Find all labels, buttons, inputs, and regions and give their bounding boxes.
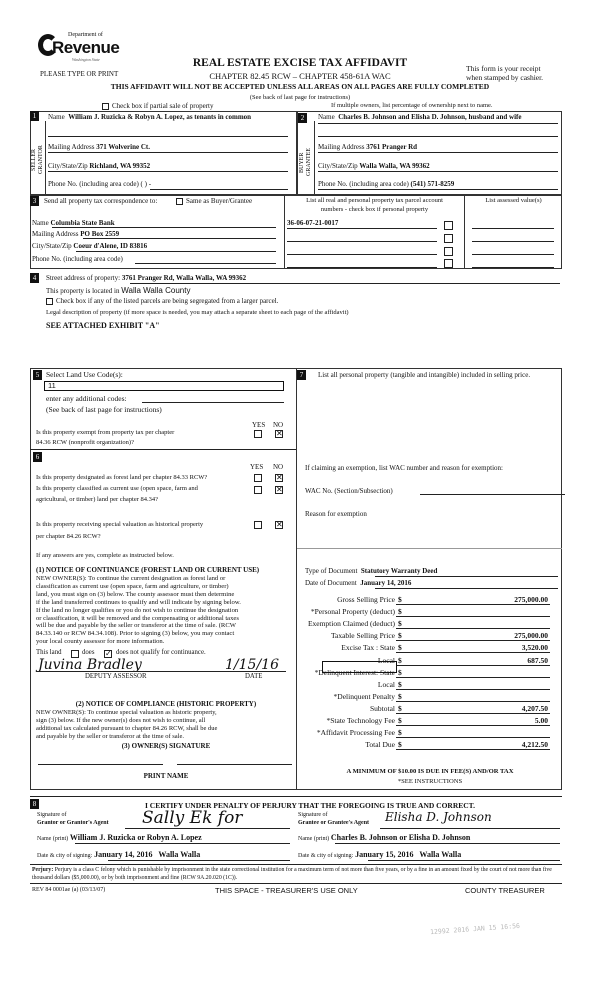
buyer-city-line bbox=[318, 171, 558, 172]
doc-date[interactable]: January 14, 2016 bbox=[360, 579, 412, 587]
city-label: City/State/Zip bbox=[48, 162, 88, 170]
yes-header: YES bbox=[252, 421, 266, 429]
doc-date-label: Date of Document bbox=[305, 579, 357, 587]
grantor-sig-label: Signature of bbox=[37, 812, 67, 818]
forest-question: Is this property designated as forest land per chapter 84.33 RCW? bbox=[36, 474, 208, 481]
bank-name-line bbox=[52, 227, 276, 228]
local-tax-code-input[interactable] bbox=[322, 661, 397, 673]
assessed-line-4 bbox=[472, 267, 554, 268]
continuance-prefix: This land bbox=[36, 649, 62, 656]
receipt-note-2: when stamped by cashier. bbox=[466, 73, 544, 82]
financial-label: Local bbox=[377, 655, 395, 665]
property-street-address[interactable]: 3761 Pranger Rd, Walla Walla, WA 99362 bbox=[121, 274, 247, 282]
buyer-name-line1 bbox=[318, 123, 558, 124]
buyer-label: BUYER bbox=[299, 152, 305, 173]
yes-header: YES bbox=[250, 463, 264, 471]
grantee-sig-line bbox=[380, 828, 560, 829]
multiple-owners-note: If multiple owners, list percentage of ownership next to name. bbox=[331, 102, 493, 109]
financial-underline bbox=[396, 652, 550, 653]
tax-recipient-name[interactable]: Columbia State Bank bbox=[50, 219, 115, 227]
bank-name-row bbox=[32, 219, 115, 227]
financial-underline bbox=[396, 689, 550, 690]
no-header: NO bbox=[273, 463, 284, 471]
section-5-6-divider bbox=[30, 449, 296, 450]
financial-underline bbox=[396, 713, 550, 714]
parcel-line-1 bbox=[287, 228, 437, 229]
currency-symbol: $ bbox=[398, 643, 402, 653]
if-yes-note: If any answers are yes, complete as instructed below. bbox=[36, 552, 174, 559]
financial-row bbox=[300, 728, 558, 738]
current-use-yes-checkbox[interactable] bbox=[254, 486, 262, 494]
grantee-name[interactable]: Charles B. Johnson or Elisha D. Johnson bbox=[330, 833, 471, 842]
financial-label: Total Due bbox=[365, 740, 395, 750]
same-as-buyer-checkbox[interactable] bbox=[176, 198, 183, 205]
name-label: Name bbox=[32, 219, 49, 227]
financial-underline bbox=[396, 640, 550, 641]
parcel-divider bbox=[284, 195, 285, 269]
wac-input-line[interactable] bbox=[420, 494, 565, 495]
personal-property-checkbox-4[interactable] bbox=[444, 259, 453, 268]
financial-underline bbox=[396, 749, 550, 750]
grantor-date-row bbox=[37, 850, 200, 859]
parcel-line-3 bbox=[287, 254, 437, 255]
section-5-number: 5 bbox=[33, 370, 42, 380]
exempt-question: Is this property exempt from property tax per chapter bbox=[36, 429, 175, 436]
grantee-date-line bbox=[368, 860, 560, 861]
financial-label: Exemption Claimed (deduct) bbox=[307, 619, 395, 629]
grantor-sig-label-2: Grantor or Grantor's Agent bbox=[37, 820, 109, 826]
financial-value[interactable]: 4,207.50 bbox=[521, 703, 548, 713]
currency-symbol: $ bbox=[398, 679, 402, 689]
doc-type-row bbox=[305, 567, 437, 575]
seller-mailing-row bbox=[48, 143, 150, 151]
continuance-does-not-checkbox[interactable]: ✓ bbox=[105, 649, 112, 658]
notice-line: your local county assessor for more information. bbox=[36, 638, 165, 646]
exempt-no-checkbox[interactable]: ✕ bbox=[276, 429, 283, 438]
seller-city[interactable]: Richland, WA 99352 bbox=[89, 162, 151, 170]
currency-symbol: $ bbox=[398, 595, 402, 604]
segregated-checkbox[interactable] bbox=[46, 298, 53, 305]
financial-row bbox=[300, 607, 558, 617]
section-7-divider bbox=[297, 548, 562, 549]
bank-city-row bbox=[32, 242, 147, 250]
deputy-assessor-label: DEPUTY ASSESSOR bbox=[85, 673, 147, 680]
section-4-number: 4 bbox=[30, 273, 39, 283]
financial-label: Gross Selling Price bbox=[337, 595, 395, 604]
financial-label: Local bbox=[377, 679, 395, 689]
notice-line: land, you must sign on (3) below. The county assessor must then determine bbox=[36, 590, 235, 598]
grantor-date-city[interactable]: January 14, 2016 Walla Walla bbox=[94, 850, 201, 859]
city-label: City/State/Zip bbox=[318, 162, 358, 170]
additional-codes-label: enter any additional codes: bbox=[46, 394, 127, 403]
exempt-question-2: 84.36 RCW (nonprofit organization)? bbox=[36, 439, 134, 446]
certify-statement: I CERTIFY UNDER PENALTY OF PERJURY THAT THE FOREGOING IS TRUE AND CORRECT. bbox=[144, 801, 475, 810]
bank-mailing-row bbox=[32, 230, 119, 238]
legal-description[interactable]: SEE ATTACHED EXHIBIT "A" bbox=[46, 321, 160, 330]
buyer-city-row bbox=[318, 162, 430, 170]
grantor-label: GRANTOR bbox=[38, 145, 44, 175]
financial-label: *Personal Property (deduct) bbox=[310, 607, 395, 617]
personal-property-checkbox-1[interactable] bbox=[444, 221, 453, 230]
current-use-question-2: agricultural, or timber) land per chapter 84.34? bbox=[36, 496, 159, 503]
bank-phone-line bbox=[135, 263, 276, 264]
perjury-note bbox=[32, 866, 560, 882]
minimum-note: A MINIMUM OF $10.00 IS DUE IN FEE(S) AND/OR TAX bbox=[346, 768, 514, 775]
grantor-date-line bbox=[108, 860, 290, 861]
seller-name-line2 bbox=[48, 136, 288, 137]
financial-value[interactable]: 275,000.00 bbox=[514, 631, 548, 641]
assessed-header: List assessed value(s) bbox=[485, 197, 542, 204]
financial-row bbox=[300, 643, 558, 653]
currency-symbol: $ bbox=[398, 740, 402, 750]
segregated-label: Check box if any of the listed parcels are being segregated from a larger parcel. bbox=[56, 297, 279, 305]
parcel-number-1[interactable]: 36-06-07-21-0017 bbox=[287, 219, 339, 227]
grantee-date-city[interactable]: January 15, 2016 Walla Walla bbox=[355, 850, 462, 859]
seller-city-line bbox=[48, 171, 288, 172]
does-label: does bbox=[82, 649, 95, 656]
section-6-number: 6 bbox=[33, 452, 42, 462]
owner-signature-title: (3) OWNER(S) SIGNATURE bbox=[121, 742, 211, 750]
grantee-sig-label: Signature of bbox=[298, 812, 328, 818]
bank-city-line bbox=[76, 251, 276, 252]
exempt-yes-checkbox[interactable] bbox=[254, 430, 262, 438]
perjury-top bbox=[30, 864, 562, 865]
property-county[interactable]: Walla Walla County bbox=[121, 286, 191, 295]
historic-yes-checkbox[interactable] bbox=[254, 521, 262, 529]
personal-property-checkbox-2[interactable] bbox=[444, 234, 453, 243]
seller-city-row bbox=[48, 162, 150, 170]
financial-underline bbox=[396, 701, 550, 702]
financial-row bbox=[300, 680, 558, 690]
warning-banner: THIS AFFIDAVIT WILL NOT BE ACCEPTED UNLESS ALL AREAS ON ALL PAGES ARE FULLY COMPLETED bbox=[110, 82, 490, 91]
partial-sale-checkbox[interactable] bbox=[102, 103, 109, 110]
seller-grantor-label bbox=[31, 138, 44, 182]
notice-continuance-body bbox=[36, 575, 296, 646]
personal-property-label: List all personal property (tangible and intangible) included in selling price. bbox=[318, 371, 531, 379]
agency-sub: Washington State bbox=[72, 57, 100, 62]
buyer-phone-line bbox=[318, 189, 558, 190]
financial-row bbox=[300, 740, 558, 750]
financial-label: *Delinquent Penalty bbox=[333, 691, 395, 701]
owner-sig-line-1[interactable] bbox=[38, 764, 163, 765]
buyer-phone[interactable]: (541) 571-8259 bbox=[410, 180, 455, 188]
mailing-label: Mailing Address bbox=[318, 143, 365, 151]
grantee-sig-label-2: Grantee or Grantee's Agent bbox=[298, 820, 370, 826]
historic-question-2: per chapter 84.26 RCW? bbox=[36, 533, 101, 540]
financial-value[interactable]: 4,212.50 bbox=[521, 740, 548, 750]
financial-underline bbox=[396, 665, 550, 666]
doc-date-row bbox=[305, 579, 411, 587]
parcel-line-4 bbox=[287, 267, 437, 268]
land-use-code: 11 bbox=[48, 381, 56, 390]
grantee-name-line bbox=[335, 843, 560, 844]
receipt-note: This form is your receipt bbox=[466, 64, 541, 73]
assessor-sig-line bbox=[36, 671, 286, 672]
currency-symbol: $ bbox=[398, 691, 402, 701]
currency-symbol: $ bbox=[398, 655, 402, 665]
personal-property-checkbox-3[interactable] bbox=[444, 247, 453, 256]
financial-underline bbox=[396, 725, 550, 726]
instructions-note: (See back of last page for instructions) bbox=[249, 94, 351, 101]
financial-label: Subtotal bbox=[369, 703, 395, 713]
grantee-signature: Elisha D. Johnson bbox=[385, 810, 492, 824]
notice-compliance-title: (2) NOTICE OF COMPLIANCE (HISTORIC PROPERTY) bbox=[75, 700, 257, 708]
same-as-buyer-label: Same as Buyer/Grantee bbox=[186, 197, 253, 205]
notice-line: additional tax calculated pursuant to chapter 84.26 RCW, shall be due bbox=[36, 724, 218, 732]
street-label: Street address of property: bbox=[46, 274, 121, 282]
perjury-text: Perjury is a class C felony which is punishable by imprisonment in the state correctional institution for a maximum term of not more than five years, or by a fine in an amount fixed by the court of not more than five thousand dollars ($5,000.00), or by both imprisonment and fine (RCW 9A.20.020 (1C)). bbox=[32, 867, 552, 881]
form-revision: REV 84 0001ae (a) (03/13/07) bbox=[32, 887, 106, 893]
financial-row bbox=[300, 619, 558, 629]
parcel-header-2: numbers - check box if personal property bbox=[320, 206, 429, 213]
mailing-label: Mailing Address bbox=[48, 143, 95, 151]
treasurer-use-label: THIS SPACE - TREASURER'S USE ONLY bbox=[215, 886, 358, 895]
grantee-date-row bbox=[298, 850, 461, 859]
currency-symbol: $ bbox=[398, 619, 402, 629]
tax-recipient-mailing[interactable]: PO Box 2559 bbox=[80, 230, 120, 238]
grantor-signature: Sally Ek for bbox=[142, 808, 243, 828]
notice-line: classification as current use (open space, farm and agriculture, or timber) bbox=[36, 582, 229, 590]
parcel-line-2 bbox=[287, 241, 437, 242]
form-chapter: CHAPTER 82.45 RCW – CHAPTER 458-61A WAC bbox=[209, 71, 391, 81]
name-label: Name bbox=[48, 113, 65, 121]
financial-label: *Affidavit Processing Fee bbox=[316, 728, 395, 738]
financial-label: Taxable Selling Price bbox=[330, 631, 395, 641]
grantee-label: GRANTEE bbox=[306, 148, 312, 177]
notice-compliance-body bbox=[36, 709, 296, 741]
seller-mailing[interactable]: 371 Wolverine Ct. bbox=[96, 143, 150, 151]
financial-row bbox=[300, 631, 558, 641]
seller-label: SELLER bbox=[31, 149, 37, 171]
date-city-label: Date & city of signing: bbox=[37, 853, 93, 859]
assessed-line-1 bbox=[472, 228, 554, 229]
legal-description-label: Legal description of property (if more space is needed, you may attach a separate sheet to each page of the affidavit) bbox=[46, 309, 349, 316]
see-back-note: (See back of last page for instructions) bbox=[46, 405, 162, 414]
name-label: Name bbox=[318, 113, 335, 121]
grantor-name-line bbox=[75, 843, 290, 844]
bank-phone-row bbox=[32, 255, 123, 263]
financial-underline bbox=[396, 604, 550, 605]
partial-sale-label: Check box if partial sale of property bbox=[112, 102, 214, 110]
notice-line: and payable by the seller or transferor at the time of sale. bbox=[36, 732, 184, 740]
notice-line: NEW OWNER(S): To continue the current designation as forest land or bbox=[36, 575, 226, 582]
assessor-signature-date: 1/15/16 bbox=[225, 657, 279, 673]
send-label: Send all property tax correspondence to: bbox=[44, 197, 158, 205]
grantee-name-row bbox=[298, 833, 470, 842]
street-row bbox=[46, 274, 246, 282]
buyer-mailing-row bbox=[318, 143, 417, 151]
currency-symbol: $ bbox=[398, 667, 402, 677]
form-title: REAL ESTATE EXCISE TAX AFFIDAVIT bbox=[192, 57, 408, 69]
wac-label: WAC No. (Section/Subsection) bbox=[305, 487, 393, 495]
forest-no-checkbox[interactable]: ✕ bbox=[276, 473, 283, 482]
agency-line: Department of bbox=[68, 32, 103, 38]
section-8-number: 8 bbox=[30, 799, 39, 809]
financial-label: Excise Tax : State bbox=[341, 643, 395, 653]
currency-symbol: $ bbox=[398, 703, 402, 713]
historic-no-checkbox[interactable]: ✕ bbox=[276, 520, 283, 529]
financial-row bbox=[300, 716, 558, 726]
seller-mailing-line bbox=[48, 152, 288, 153]
notice-line: if the land transferred continues to qualify and will indicate by signing below. bbox=[36, 598, 241, 606]
mailing-label: Mailing Address bbox=[32, 230, 79, 238]
revenue-logo bbox=[38, 32, 118, 62]
seller-side-divider bbox=[45, 121, 46, 195]
located-label: This property is located in bbox=[46, 287, 120, 295]
section-2-number: 2 bbox=[298, 113, 307, 123]
assessed-line-3 bbox=[472, 254, 554, 255]
financial-underline bbox=[396, 628, 550, 629]
currency-symbol: $ bbox=[398, 728, 402, 738]
section-3-number: 3 bbox=[30, 196, 39, 206]
seller-phone-row bbox=[48, 180, 151, 188]
buyer-grantee-label bbox=[299, 145, 312, 180]
does-not-label: does not qualify for continuance. bbox=[116, 649, 206, 656]
financial-label: *Delinquent Interest: State bbox=[314, 667, 395, 677]
land-use-label: Select Land Use Code(s): bbox=[46, 370, 123, 379]
buyer-side-divider bbox=[314, 121, 315, 195]
phone-label: Phone No. (including area code) bbox=[32, 255, 123, 263]
street-line bbox=[130, 283, 560, 284]
section-7-number: 7 bbox=[297, 370, 306, 380]
send-correspondence-row bbox=[44, 197, 157, 205]
financial-underline bbox=[396, 737, 550, 738]
perjury-label: Perjury: bbox=[32, 867, 54, 873]
grantor-sig-line bbox=[125, 828, 290, 829]
financial-row bbox=[300, 692, 558, 702]
current-use-question: Is this property classified as current use (open space, farm and bbox=[36, 485, 198, 492]
date-city-label: Date & city of signing: bbox=[298, 853, 354, 859]
please-type-note: PLEASE TYPE OR PRINT bbox=[40, 70, 119, 78]
financial-row bbox=[300, 595, 558, 605]
perjury-bottom bbox=[30, 883, 562, 884]
doc-type-label: Type of Document bbox=[305, 567, 358, 575]
buyer-mailing-line bbox=[318, 152, 558, 153]
doc-type[interactable]: Statutory Warranty Deed bbox=[360, 567, 438, 575]
financial-label: *State Technology Fee bbox=[326, 716, 395, 725]
forest-yes-checkbox[interactable] bbox=[254, 474, 262, 482]
section-1-number: 1 bbox=[30, 111, 39, 121]
notice-line: 84.33.140 or RCW 84.34.108). Prior to signing (3) below, you may contact bbox=[36, 630, 235, 638]
financial-value[interactable]: 275,000.00 bbox=[514, 595, 548, 604]
name-print-label: Name (print) bbox=[298, 836, 330, 842]
assessed-line-2 bbox=[472, 241, 554, 242]
seller-phone-line bbox=[150, 189, 288, 190]
reason-label: Reason for exemption bbox=[305, 510, 367, 518]
exemption-label: If claiming an exemption, list WAC number and reason for exemption: bbox=[305, 464, 503, 472]
buyer-city[interactable]: Walla Walla, WA 99362 bbox=[359, 162, 430, 170]
section-8-top bbox=[30, 796, 562, 797]
parcel-header: List all real and personal property tax parcel account bbox=[306, 197, 443, 204]
financial-value[interactable]: 687.50 bbox=[527, 655, 548, 665]
name-print-label: Name (print) bbox=[37, 836, 69, 842]
agency-logo-text: Revenue bbox=[52, 38, 120, 57]
seller-name[interactable]: William J. Ruzicka & Robyn A. Lopez, as tenants in common bbox=[68, 113, 252, 121]
treasurer-stamp: 12992 2016 JAN 15 16:56 bbox=[429, 921, 521, 937]
print-name-label: PRINT NAME bbox=[143, 772, 189, 780]
phone-label: Phone No. (including area code) bbox=[318, 180, 409, 188]
land-use-code-input[interactable] bbox=[44, 381, 284, 391]
see-instructions: *SEE INSTRUCTIONS bbox=[397, 778, 463, 785]
current-use-no-checkbox[interactable]: ✕ bbox=[276, 485, 283, 494]
notice-line: If the land no longer qualifies or you do not wish to continue the designation bbox=[36, 606, 239, 614]
financial-underline bbox=[396, 677, 550, 678]
city-label: City/State/Zip bbox=[32, 242, 72, 250]
grantor-name-row bbox=[37, 833, 202, 842]
buyer-name-line2 bbox=[318, 136, 558, 137]
seller-phone[interactable]: ( ) - bbox=[140, 180, 152, 188]
notice-line: NEW OWNER(S): To continue special valuation as historic property, bbox=[36, 709, 217, 716]
financial-underline bbox=[396, 616, 550, 617]
currency-symbol: $ bbox=[398, 716, 402, 725]
located-row bbox=[46, 286, 190, 295]
seller-name-row bbox=[48, 113, 251, 121]
date-label: DATE bbox=[245, 673, 263, 680]
assessor-signature: Juvina Bradley bbox=[38, 657, 142, 673]
notice-line: or classification, it will be removed and the compensating or additional taxes bbox=[36, 614, 239, 622]
historic-question: Is this property receiving special valuation as historical property bbox=[36, 521, 204, 528]
doc-date-line bbox=[375, 588, 558, 589]
notice-line: will be due and payable by the seller or transferor at the time of sale. (RCW bbox=[36, 622, 236, 630]
bank-mailing-line bbox=[83, 238, 276, 239]
financial-row bbox=[300, 704, 558, 714]
assessed-divider bbox=[464, 195, 465, 269]
buyer-name-row bbox=[318, 113, 521, 121]
buyer-mailing[interactable]: 3761 Pranger Rd bbox=[366, 143, 418, 151]
tax-recipient-city[interactable]: Coeur d'Alene, ID 83816 bbox=[73, 242, 148, 250]
doc-type-line bbox=[375, 576, 558, 577]
currency-symbol: $ bbox=[398, 607, 402, 617]
additional-codes-line[interactable] bbox=[142, 402, 284, 403]
notice-line: sign (3) below. If the new owner(s) does not wish to continue, all bbox=[36, 716, 206, 724]
notice-continuance-title: (1) NOTICE OF CONTINUANCE (FOREST LAND OR CURRENT USE) bbox=[36, 566, 260, 574]
buyer-name[interactable]: Charles B. Johnson and Elisha D. Johnson, husband and wife bbox=[338, 113, 522, 121]
buyer-phone-row bbox=[318, 180, 454, 188]
financial-value[interactable]: 5.00 bbox=[534, 716, 548, 725]
financial-value[interactable]: 3,520.00 bbox=[521, 643, 548, 653]
currency-symbol: $ bbox=[398, 631, 402, 641]
no-header: NO bbox=[273, 421, 284, 429]
county-treasurer-label: COUNTY TREASURER bbox=[465, 886, 545, 895]
owner-sig-line-2[interactable] bbox=[177, 764, 292, 765]
grantor-name[interactable]: William J. Ruzicka or Robyn A. Lopez bbox=[69, 833, 202, 842]
phone-label: Phone No. (including area code) bbox=[48, 180, 139, 188]
continuance-row bbox=[36, 649, 62, 656]
